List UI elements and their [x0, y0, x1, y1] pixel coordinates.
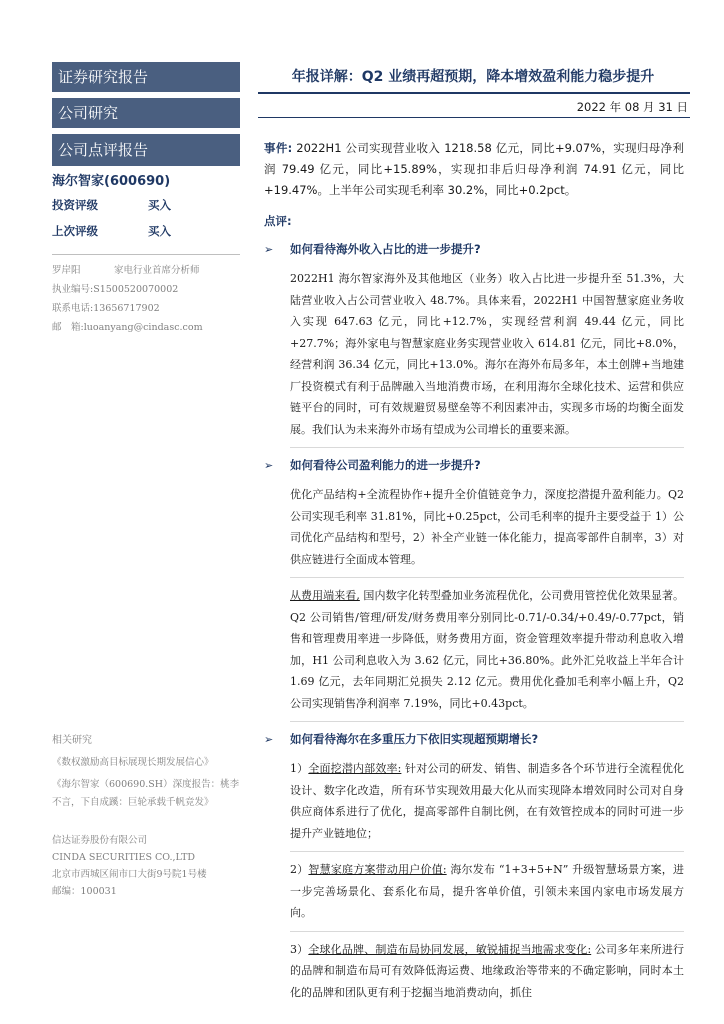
question-heading [264, 729, 684, 750]
rating-label: 投资评级 [52, 198, 98, 212]
rating-previous [52, 218, 240, 244]
arrow-right-icon: ➢ [264, 243, 274, 256]
rating-value: 买入 [148, 224, 171, 238]
question-text: 如何看待海尔在多重压力下依旧实现超预期增长? [290, 732, 539, 746]
band-report-type: 证券研究报告 [52, 62, 240, 92]
sidebar [52, 62, 240, 337]
global-text: 公司多年来所进行的品牌和制造布局可有效降低海运费、地缘政治等带来的不确定影响，同时本土化的品牌和团队更有利于挖掘当地消费动向，抓住 [290, 942, 685, 999]
question-heading [264, 239, 684, 260]
band-company-research: 公司研究 [52, 98, 240, 128]
arrow-right-icon: ➢ [264, 733, 274, 746]
company-name: 海尔智家(600690) [52, 174, 171, 189]
report-headline: 年报详解：Q2 业绩再超预期，降本增效盈利能力稳步提升 [291, 69, 655, 85]
band-review-report: 公司点评报告 [52, 134, 240, 166]
paragraph-expense [290, 585, 684, 722]
paragraph-smart-home: 2）智慧家庭方案带动用户价值: 海尔发布 “1+3+5+N” 升级智慧场景方案，进一步完善场景化、套系化布局，提升客单价值，引领未来国内家电市场发展方向。 [290, 859, 684, 932]
analyst-name-row: 罗岸阳 家电行业首席分析师 [52, 265, 200, 276]
question-heading [264, 455, 684, 476]
paragraph-margin: 优化产品结构+全流程协作+提升全价值链竞争力，深度挖潜提升盈利能力。Q2 公司实现毛利率 31.81%，同比+0.25pct，公司毛利率的提升主要受益于 1）公司优化产品结构和型号，2）补全产业链一体化能力，提高零部件自制率，3）对供应链进行全面成本管理。 [290, 484, 684, 578]
expense-lead: 从费用端来看, [290, 589, 360, 602]
related-research-item[interactable]: 《海尔智家（600690.SH）深度报告：桃李不言，下自成蹊：巨轮承载千帆竞发》 [52, 779, 240, 808]
event-text: 2022H1 公司实现营业收入 1218.58 亿元，同比+9.07%，实现归母净利润 79.49 亿元，同比+15.89%，实现扣非后归母净利润 74.91 亿元，同比+19.47%。上半年公司实现毛利率 30.2%，同比+0.2pct。 [264, 141, 684, 197]
issuer-postcode: 邮编：100031 [52, 886, 117, 897]
comment-label: 点评: [264, 214, 292, 228]
smart-home-lead: 智慧家庭方案带动用户价值: [308, 863, 447, 876]
analyst-license-row: 执业编号: S1500520070002 [52, 284, 179, 295]
efficiency-lead: 全面挖潜内部效率: [308, 762, 402, 775]
event-summary [264, 138, 684, 201]
paragraph-overseas: 2022H1 海尔智家海外及其他地区（业务）收入占比进一步提升至 51.3%，大陆营业收入占公司营业收入 48.7%。具体来看，2022H1 中国智慧家庭业务收入实现 647.63 亿元，同比+12.7%，实现经营利润 49.44 亿元，同比+27.7%；海外家电与智慧家庭业务实现营业收入 614.81 亿元，同比+8.0%，经营利润 36.34 亿元，同比+13.0%。海尔在海外布局多年，本土创牌+当地建厂投资模式有利于品牌融入当地消费市场，在利用海尔全球化技术、运营和供应链平台的同时，可有效规避贸易壁垒等不利因素冲击，实现多市场的均衡全面发展。我们认为未来海外市场有望成为公司增长的重要来源。 [290, 268, 684, 448]
related-research-item[interactable]: 《数权激励高目标展现长期发展信心》 [52, 757, 214, 768]
smart-home-text: 海尔发布 “1+3+5+N” 升级智慧场景方案，进一步完善场景化、套系化布局，提升客单价值，引领未来国内家电市场发展方向。 [290, 863, 684, 919]
date-divider [258, 117, 690, 118]
global-lead: 全球化品牌、制造布局协同发展，敏锐捕捉当地需求变化: [308, 942, 592, 956]
question-text: 如何看待公司盈利能力的进一步提升? [290, 458, 481, 472]
issuer-info [52, 832, 240, 900]
expense-text: 国内数字化转型叠加业务流程优化，公司费用管控优化效果显著。Q2 公司销售/管理/研发/财务费用率分别同比-0.71/-0.34/+0.49/-0.77pct，销售和管理费用率进一步降低，财务费用方面，资金管理效率提升带动利息收入增加，H1 公司利息收入为 3.62 亿元，同比+36.80%。此外汇兑收益上半年合计 1.69 亿元，去年同期汇兑损失 2.12 亿元。费用优化叠加毛利率小幅上升，Q2 公司实现销售净利润率 7.19%，同比+0.43pct。 [290, 589, 684, 710]
arrow-right-icon: ➢ [264, 459, 274, 472]
event-label: 事件: [264, 141, 293, 155]
issuer-address: 北京市西城区闹市口大街9号院1号楼 [52, 869, 207, 880]
issuer-name: 信达证券股份有限公司 [52, 835, 148, 846]
paragraph-efficiency: 1）全面挖潜内部效率: 针对公司的研发、销售、制造多各个环节进行全流程优化设计、数字化改造，所有环节实现效用最大化从而实现降本增效同时公司对自身供应商体系进行了优化，提高零部件自制比例，在有效管控成本的同时可进一步提升产业链地位； [290, 758, 684, 852]
report-date: 2022 年 08 月 31 日 [576, 100, 688, 114]
efficiency-text: 针对公司的研发、销售、制造多各个环节进行全流程优化设计、数字化改造，所有环节实现效用最大化从而实现降本增效同时公司对自身供应商体系进行了优化，提高零部件自制比例，在有效管控成本的同时可进一步提升产业链地位； [290, 762, 684, 840]
analyst-email-link[interactable]: luoanyang@cindasc.com [83, 322, 203, 333]
analyst-email-row: 邮 箱: luoanyang@cindasc.com [52, 318, 240, 337]
question-text: 如何看待海外收入占比的进一步提升? [290, 242, 481, 256]
analyst-phone-row: 联系电话: 13656717902 [52, 303, 160, 314]
issuer-name-en: CINDA SECURITIES CO.,LTD [52, 852, 196, 863]
header-divider [258, 92, 690, 94]
related-research [52, 732, 240, 816]
rating-value: 买入 [148, 198, 171, 212]
main-content [264, 138, 684, 1017]
paragraph-global: 3）全球化品牌、制造布局协同发展，敏锐捕捉当地需求变化: 公司多年来所进行的品牌和制造布局可有效降低海运费、地缘政治等带来的不确定影响，同时本土化的品牌和团队更有利于挖掘当地消费动向，抓住 [290, 942, 685, 999]
analyst-info [52, 254, 240, 337]
rating-label: 上次评级 [52, 224, 98, 238]
related-research-heading: 相关研究 [52, 735, 92, 746]
rating-current [52, 192, 240, 218]
